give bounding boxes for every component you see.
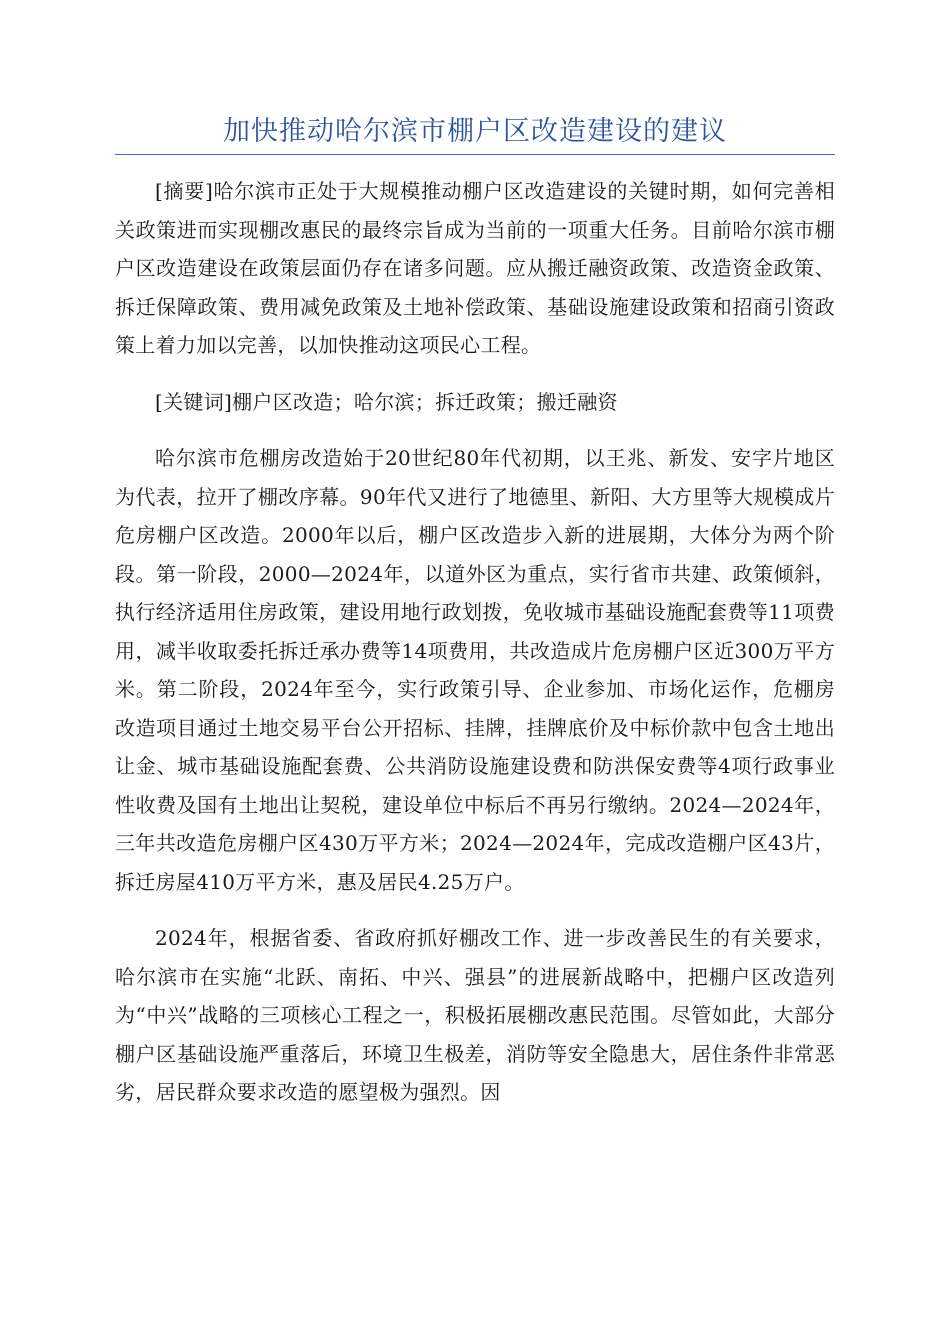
keywords-paragraph: [关键词]棚户区改造；哈尔滨；拆迁政策；搬迁融资 xyxy=(155,389,618,414)
body-paragraph-1: 哈尔滨市危棚房改造始于20世纪80年代初期，以王兆、新发、安字片地区为代表，拉开了棚改序幕。90年代又进行了地德里、新阳、大方里等大规模成片危房棚户区改造。2000年以后，棚户区改造步入新的进展期，大体分为两个阶段。第一阶段，2000—2024年，以道外区为重点，实行省市共建、政策倾斜，执行经济适用住房政策，建设用地行政划拨，免收城市基础设施配套费等11项费用，减半收取委托拆迁承办费等14项费用，共改造成片危房棚户区近300万平方米。第二阶段，2024年至今，实行政策引导、企业参加、市场化运作，危棚房改造项目通过土地交易平台公开招标、挂牌，挂牌底价及中标价款中包含土地出让金、城市基础设施配套费、公共消防设施建设费和防洪保安费等4项行政事业性收费及国有土地出让契税，建设单位中标后不再另行缴纳。2024—2024年，三年共改造危房棚户区430万平方米；2024—2024年，完成改造棚户区43片，拆迁房屋410万平方米，惠及居民4.25万户。 xyxy=(115,446,835,894)
title-underline xyxy=(115,154,835,155)
document-body xyxy=(115,172,835,1130)
abstract-paragraph: [摘要]哈尔滨市正处于大规模推动棚户区改造建设的关键时期，如何完善相关政策进而实现棚改惠民的最终宗旨成为当前的一项重大任务。目前哈尔滨市棚户区改造建设在政策层面仍存在诸多问题。应从搬迁融资政策、改造资金政策、拆迁保障政策、费用减免政策及土地补偿政策、基础设施建设政策和招商引资政策上着力加以完善，以加快推动这项民心工程。 xyxy=(115,179,835,357)
document-title: 加快推动哈尔滨市棚户区改造建设的建议 xyxy=(223,116,727,147)
body-paragraph-2: 2024年，根据省委、省政府抓好棚改工作、进一步改善民生的有关要求，哈尔滨市在实施“北跃、南拓、中兴、强县”的进展新战略中，把棚户区改造列为“中兴”战略的三项核心工程之一，积极拓展棚改惠民范围。尽管如此，大部分棚户区基础设施严重落后，环境卫生极差，消防等安全隐患大，居住条件非常恶劣，居民群众要求改造的愿望极为强烈。因 xyxy=(115,926,835,1104)
